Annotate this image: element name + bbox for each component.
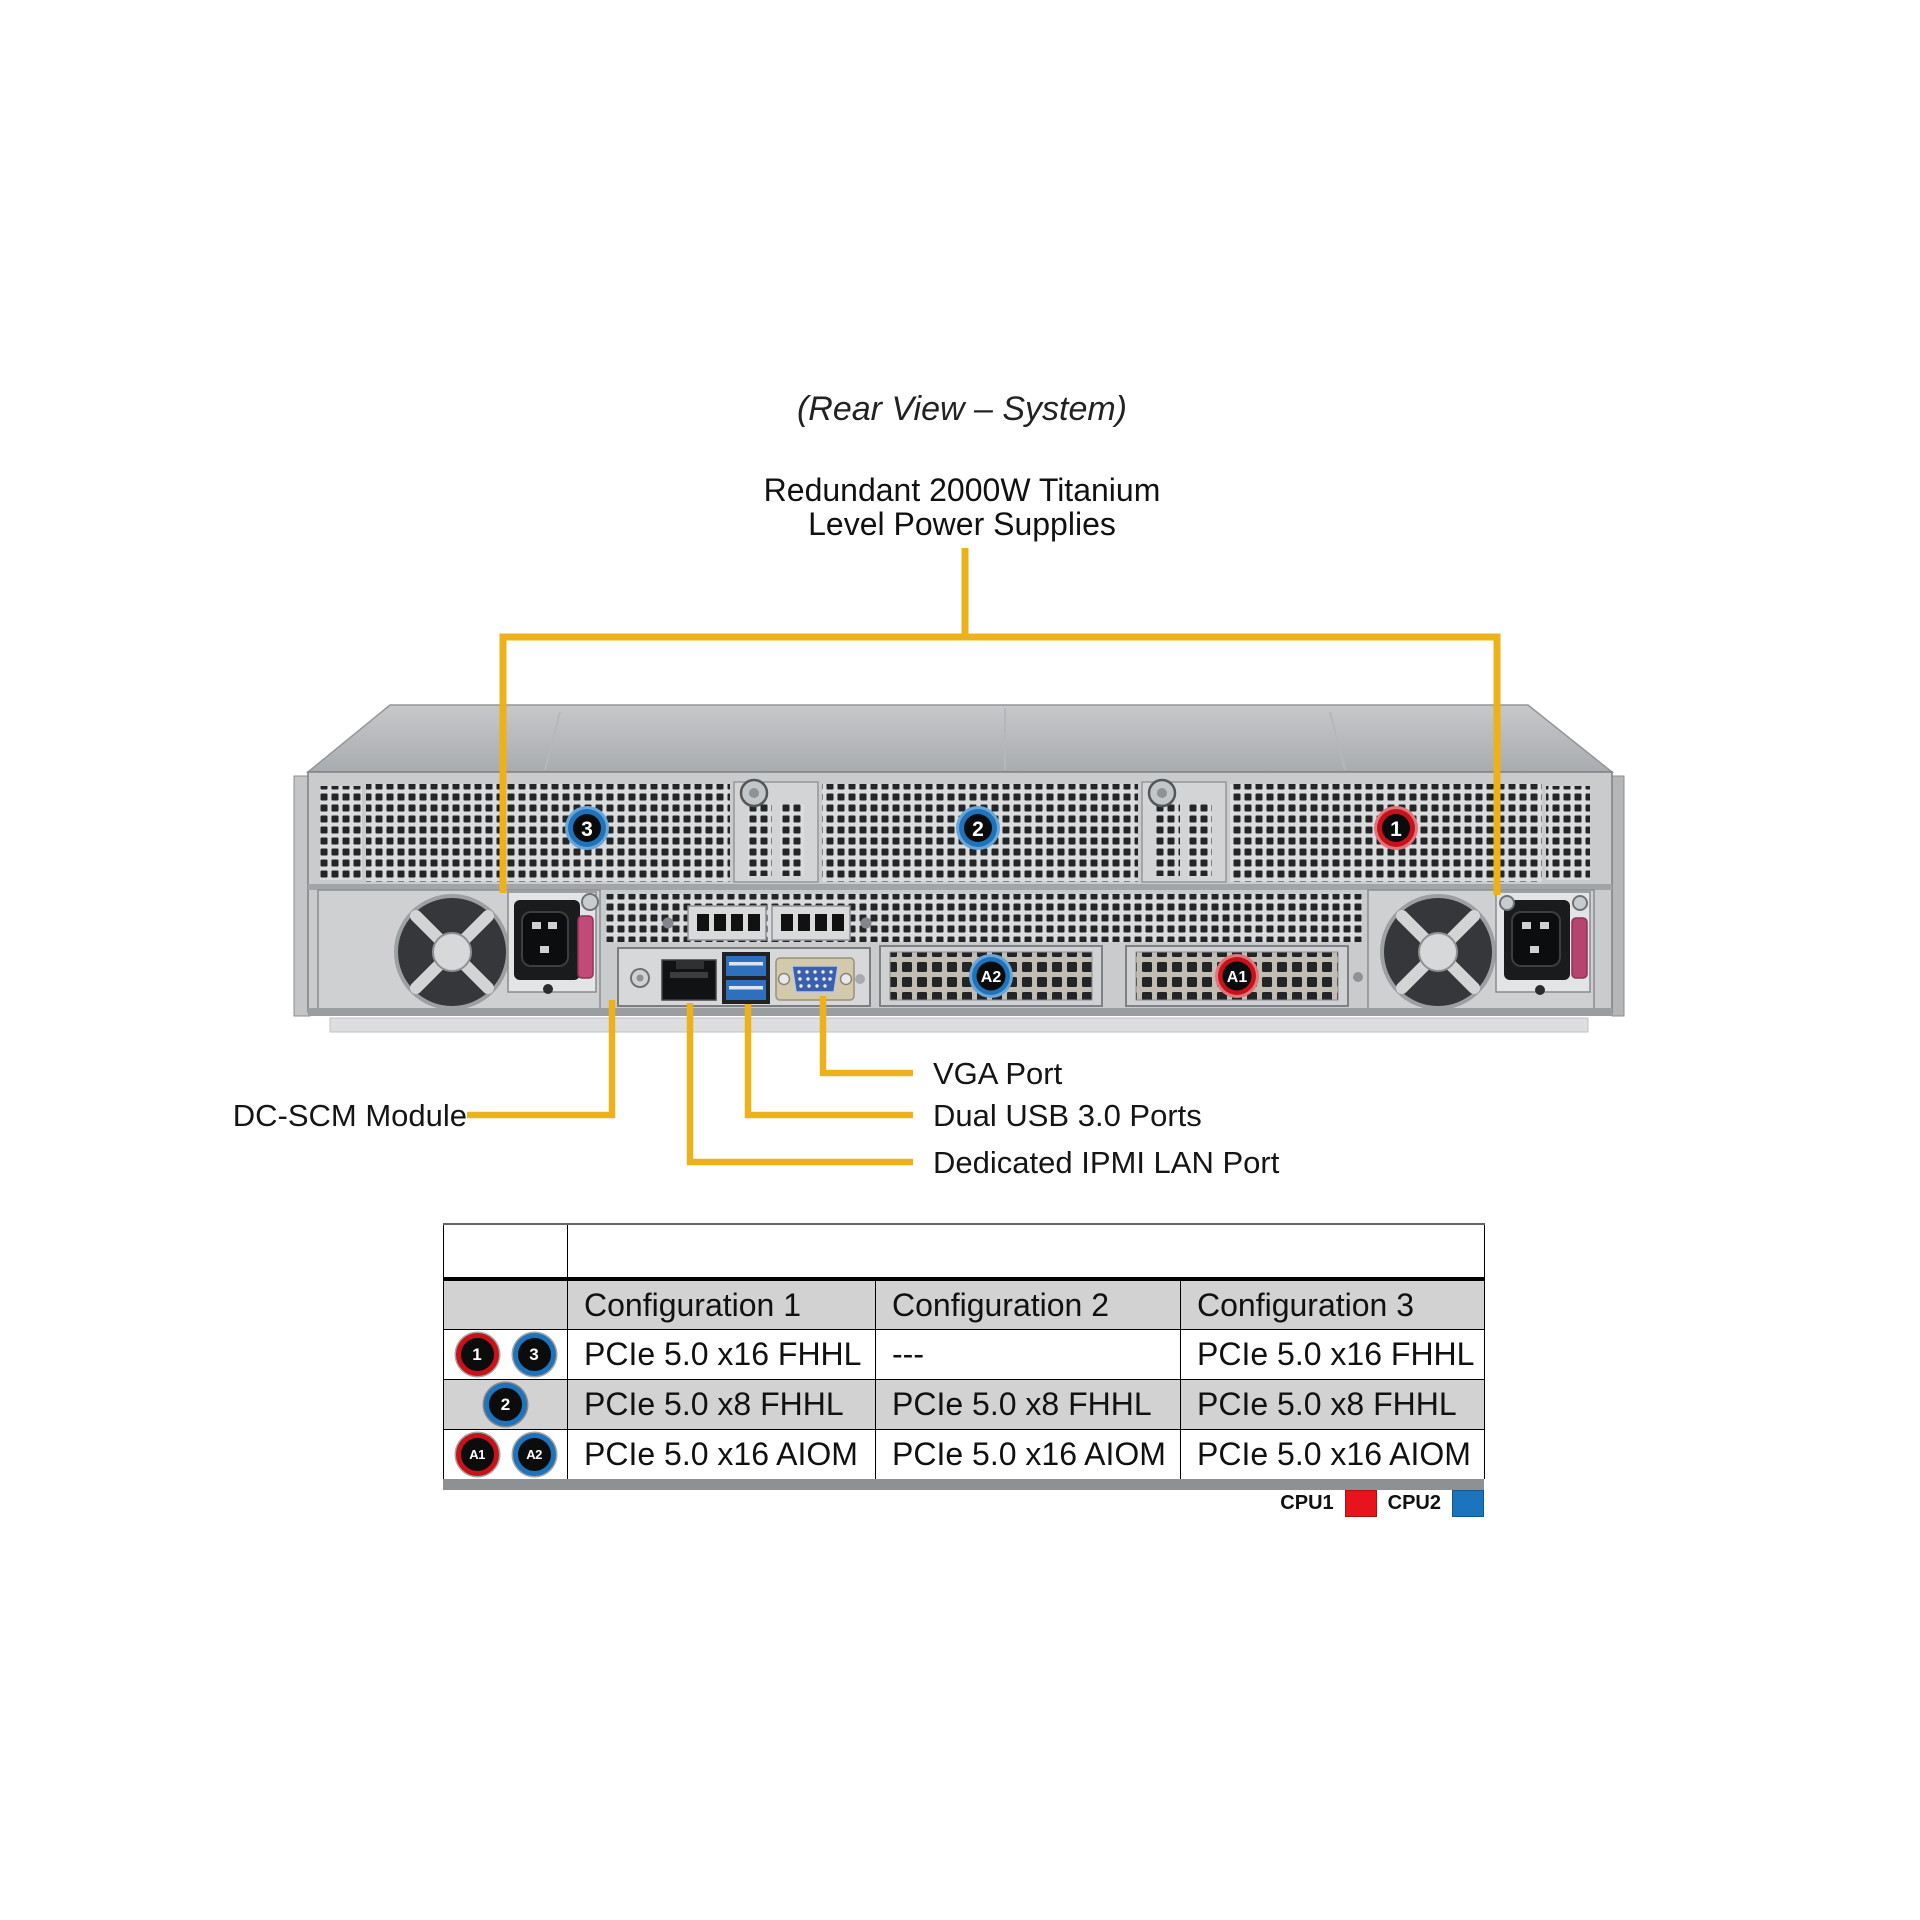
table-badge-3: 3 xyxy=(513,1333,556,1376)
chassis-rear-face xyxy=(294,772,1624,1032)
cpu-legend xyxy=(443,1488,1484,1518)
cpu2-color-swatch xyxy=(1452,1490,1484,1517)
psu-callout-label xyxy=(702,473,1222,541)
cpu1-legend-label: CPU1 xyxy=(1280,1491,1334,1514)
dcscm-callout-line xyxy=(467,1000,612,1115)
psu-fan-icon xyxy=(396,896,508,1008)
table-badge-a2: A2 xyxy=(513,1433,556,1476)
psu-fan-icon xyxy=(1382,896,1494,1008)
svg-text:A2: A2 xyxy=(980,969,1002,986)
header-cell-slots xyxy=(444,1279,568,1330)
table-cell: PCIe 5.0 x16 AIOM xyxy=(568,1430,876,1480)
table-badge-1: 1 xyxy=(456,1333,499,1376)
vent-panel-right-edge xyxy=(1546,786,1590,880)
slot-badge-1 xyxy=(1374,806,1418,850)
power-supply-right xyxy=(1368,890,1594,1010)
table-cell: PCIe 5.0 x8 FHHL xyxy=(1181,1380,1485,1430)
psu-release-lever xyxy=(1572,918,1587,978)
table-row-aiom xyxy=(444,1430,1485,1480)
aiom-slot-a2 xyxy=(880,946,1102,1006)
table-badge-a1: A1 xyxy=(456,1433,499,1476)
table-row-spacer xyxy=(444,1224,1485,1279)
cpu2-legend-label: CPU2 xyxy=(1387,1491,1441,1514)
table-badge-2: 2 xyxy=(484,1383,527,1426)
ac-inlet-left xyxy=(508,892,598,994)
table-cell: PCIe 5.0 x16 AIOM xyxy=(1181,1430,1485,1480)
vent-panel-slot3 xyxy=(366,784,730,882)
header-cell-config2: Configuration 2 xyxy=(876,1279,1181,1330)
table-cell: PCIe 5.0 x8 FHHL xyxy=(568,1380,876,1430)
table-row-slot-2 xyxy=(444,1380,1485,1430)
dc-scm-module-label: DC-SCM Module xyxy=(232,1098,467,1133)
svg-text:3: 3 xyxy=(581,818,593,841)
header-cell-config1: Configuration 1 xyxy=(568,1279,876,1330)
ac-inlet-right xyxy=(1496,892,1590,995)
rear-io-area xyxy=(606,894,1363,1006)
table-cell: --- xyxy=(876,1330,1181,1380)
slot-bracket-2 xyxy=(1142,780,1226,882)
table-cell: PCIe 5.0 x16 FHHL xyxy=(568,1330,876,1380)
spacer-cell-merged xyxy=(568,1224,1485,1279)
slot-configuration-table xyxy=(443,1223,1485,1479)
svg-text:A1: A1 xyxy=(1226,969,1248,986)
io-cutout-2 xyxy=(772,906,850,940)
svg-text:2: 2 xyxy=(972,818,984,841)
figure-title: (Rear View – System) xyxy=(796,390,1128,428)
table-row-slots-1-3 xyxy=(444,1330,1485,1380)
table-header-row xyxy=(444,1279,1485,1330)
table-cell: PCIe 5.0 x16 FHHL xyxy=(1181,1330,1485,1380)
table-cell: PCIe 5.0 x16 AIOM xyxy=(876,1430,1181,1480)
aiom-slot-a1 xyxy=(1126,946,1348,1006)
psu-release-lever xyxy=(578,916,593,978)
vga-port xyxy=(776,958,854,1000)
psu-callout-line2: Level Power Supplies xyxy=(808,506,1116,542)
vent-panel-left-edge xyxy=(320,786,362,880)
usb-ports-label: Dual USB 3.0 Ports xyxy=(933,1098,1202,1133)
svg-text:1: 1 xyxy=(1390,818,1402,841)
spacer-cell xyxy=(444,1224,568,1279)
slot-badge-2 xyxy=(956,806,1000,850)
io-cutout-1 xyxy=(688,906,766,940)
slot-badges-cell xyxy=(444,1330,568,1380)
header-cell-config3: Configuration 3 xyxy=(1181,1279,1485,1330)
slot-badge-3 xyxy=(565,806,609,850)
ipmi-lan-port-label: Dedicated IPMI LAN Port xyxy=(933,1145,1280,1180)
power-supply-left xyxy=(318,890,600,1010)
psu-callout-line1: Redundant 2000W Titanium xyxy=(763,472,1161,508)
slot-badges-cell xyxy=(444,1430,568,1480)
dc-scm-module xyxy=(618,948,870,1006)
table-cell: PCIe 5.0 x8 FHHL xyxy=(876,1380,1181,1430)
cpu1-color-swatch xyxy=(1345,1490,1377,1517)
usb3-ports xyxy=(722,952,770,1004)
slot-badges-cell xyxy=(444,1380,568,1430)
ipmi-lan-port xyxy=(662,960,716,1000)
vga-port-label: VGA Port xyxy=(933,1056,1063,1091)
slot-bracket-1 xyxy=(734,780,818,882)
